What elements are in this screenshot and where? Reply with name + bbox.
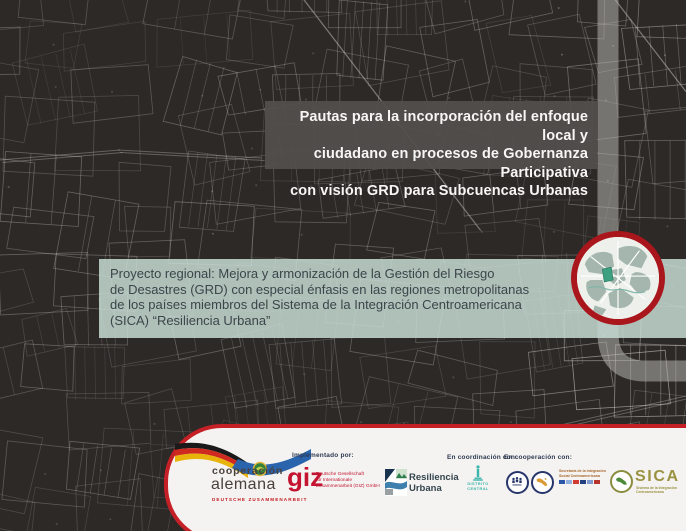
sica-emblem-icon — [610, 470, 633, 493]
circular-seal-icon — [506, 471, 529, 494]
footer-logo-ribbon — [164, 424, 686, 531]
german-cooperation-label: alemana — [211, 476, 276, 493]
monument-icon — [472, 465, 484, 481]
implemented-by-label: Implementado por: — [292, 452, 354, 459]
giz-description — [316, 472, 380, 490]
subtitle-line: de Desastres (GRD) con especial énfasis en las regiones metropolitanas — [110, 281, 530, 297]
sisca-text-line: Secretaría de la Integración — [559, 469, 606, 473]
giz-desc-line: Zusammenarbeit (GIZ) GmbH — [316, 484, 380, 489]
resiliencia-urbana-icon — [385, 469, 407, 496]
distrito-line: CENTRAL — [467, 486, 489, 491]
sica-wordmark: SICA — [635, 468, 680, 485]
title-line: ciudadano en procesos de Gobernanza Participativa — [313, 146, 588, 181]
sisca-text-line: Social Centroamericana — [559, 473, 600, 478]
city-map-inset — [571, 231, 665, 325]
sica-subtitle — [636, 486, 677, 495]
cooperation-label: En cooperación con: — [504, 454, 573, 461]
distrito-central-logo — [461, 465, 495, 491]
subtitle-line: (SICA) “Resiliencia Urbana” — [110, 312, 271, 328]
distrito-line: DISTRITO — [467, 481, 489, 486]
member-flags-row — [559, 480, 609, 484]
park-area — [602, 267, 613, 282]
german-cooperation-sublabel: DEUTSCHE ZUSAMMENARBEIT — [212, 497, 308, 502]
title-line: Pautas para la incorporación del enfoque local y — [299, 109, 588, 144]
german-cooperation-label: cooperación — [212, 465, 284, 477]
resiliencia-line: Resiliencia — [409, 472, 459, 483]
sica-subtitle-line: Sistema de la Integración — [636, 486, 677, 490]
sisca-logo-block — [559, 469, 609, 484]
coordination-label: En coordinación con: — [447, 454, 518, 461]
subtitle-line: Proyecto regional: Mejora y armonización de la Gestión del Riesgo — [110, 266, 495, 281]
circular-seal-icon — [531, 471, 554, 494]
giz-logo: giz — [287, 462, 324, 492]
giz-desc-line: Deutsche Gesellschaft — [316, 472, 364, 477]
title-box — [265, 101, 597, 199]
city-map-icon — [577, 237, 659, 319]
title-line: con visión GRD para Subcuencas Urbanas — [290, 183, 588, 199]
subtitle-line: de los países miembros del Sistema de la Integración Centroamericana — [110, 297, 522, 312]
sica-subtitle-line: Centroamericana — [636, 490, 664, 495]
resiliencia-urbana-label — [409, 473, 459, 494]
giz-desc-line: für Internationale — [316, 478, 353, 483]
resiliencia-line: Urbana — [409, 482, 442, 494]
